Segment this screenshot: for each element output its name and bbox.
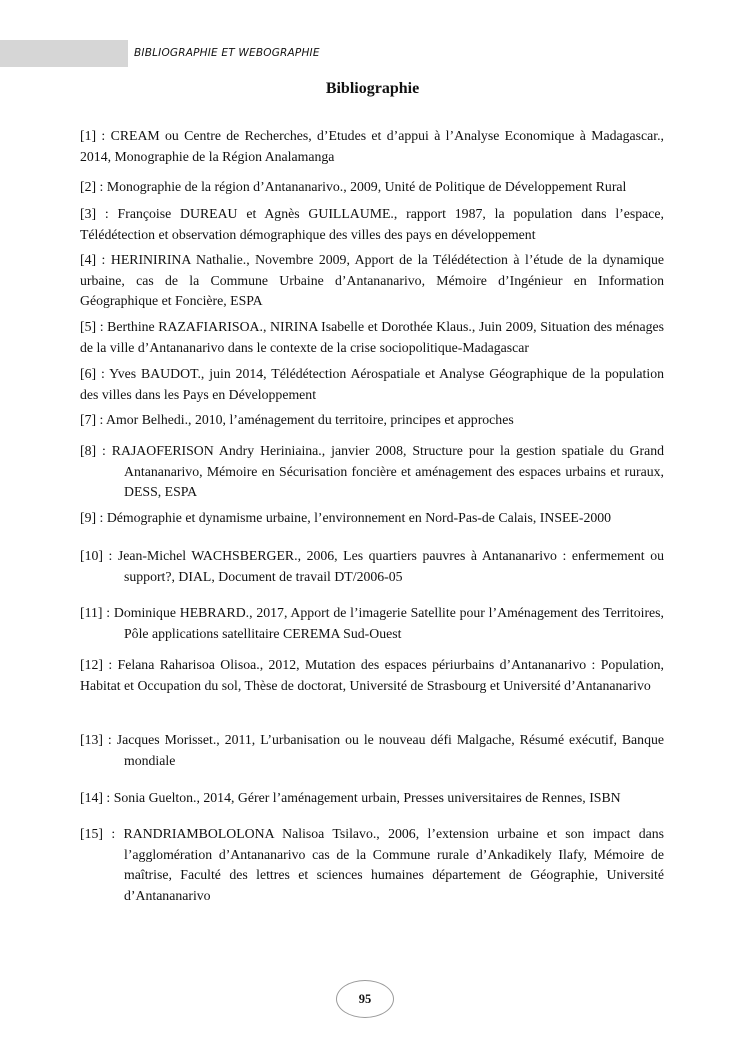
reference-10: [10] : Jean-Michel WACHSBERGER., 2006, Les quartiers pauvres à Antananarivo : enfermement ou support?, DIAL, Document de travail DT/2006-05 <box>80 548 664 584</box>
reference-9: [9] : Démographie et dynamisme urbaine, l’environnement en Nord-Pas-de Calais, INSEE-2000 <box>80 510 612 525</box>
reference-5: [5] : Berthine RAZAFIARISOA., NIRINA Isabelle et Dorothée Klaus., Juin 2009, Situation des ménages de la ville d’Antananarivo dans le contexte de la crise sociopolitique-Madagascar <box>80 319 664 355</box>
reference-12: [12] : Felana Raharisoa Olisoa., 2012, Mutation des espaces périurbains d’Antananarivo : Population, Habitat et Occupation du sol, Thèse de doctorat, Université de Strasbourg et Université d’Antananarivo <box>80 657 664 693</box>
page-title: Bibliographie <box>325 80 420 97</box>
reference-7: [7] : Amor Belhedi., 2010, l’aménagement du territoire, principes et approches <box>80 412 514 427</box>
reference-15: [15] : RANDRIAMBOLOLONA Nalisoa Tsilavo., 2006, l’extension urbaine et son impact dans l’agglomération d’Antananarivo cas de la Commune rurale d’Ankadikely Ilafy, Mémoire de maîtrise, Faculté des lettres et sciences humaines département de Géographie, Université d’Antananarivo <box>80 826 664 903</box>
reference-1: [1] : CREAM ou Centre de Recherches, d’Etudes et d’appui à l’Analyse Economique à Madagascar., 2014, Monographie de la Région Analamanga <box>80 128 664 164</box>
header-bar <box>0 40 128 67</box>
section-header-title: BIBLIOGRAPHIE ET WEBOGRAPHIE <box>134 47 320 59</box>
reference-11: [11] : Dominique HEBRARD., 2017, Apport de l’imagerie Satellite pour l’Aménagement des Territoires, Pôle applications satellitaire CEREMA Sud-Ouest <box>80 605 664 641</box>
reference-3: [3] : Françoise DUREAU et Agnès GUILLAUME., rapport 1987, la population dans l’espace, Télédétection et observation démographique des villes des pays en développement <box>80 206 664 242</box>
reference-13: [13] : Jacques Morisset., 2011, L’urbanisation ou le nouveau défi Malgache, Résumé exécutif, Banque mondiale <box>80 732 664 768</box>
reference-6: [6] : Yves BAUDOT., juin 2014, Télédétection Aérospatiale et Analyse Géographique de la population des villes dans les Pays en Développement <box>80 366 664 402</box>
reference-14: [14] : Sonia Guelton., 2014, Gérer l’aménagement urbain, Presses universitaires de Rennes, ISBN <box>80 790 621 805</box>
reference-2: [2] : Monographie de la région d’Antananarivo., 2009, Unité de Politique de Développement Rural <box>80 179 627 194</box>
page-number: 95 <box>336 980 394 1018</box>
reference-4: [4] : HERINIRINA Nathalie., Novembre 2009, Apport de la Télédétection à l’étude de la dynamique urbaine, cas de la Commune Urbaine d’Antananarivo, Mémoire d’Ingénieur en Information Géographique et Foncière, ESPA <box>80 252 664 308</box>
reference-8: [8] : RAJAOFERISON Andry Heriniaina., janvier 2008, Structure pour la gestion spatiale du Grand Antananarivo, Mémoire en Sécurisation foncière et aménagement des espaces urbains et ruraux, DESS, ESPA <box>80 443 664 499</box>
